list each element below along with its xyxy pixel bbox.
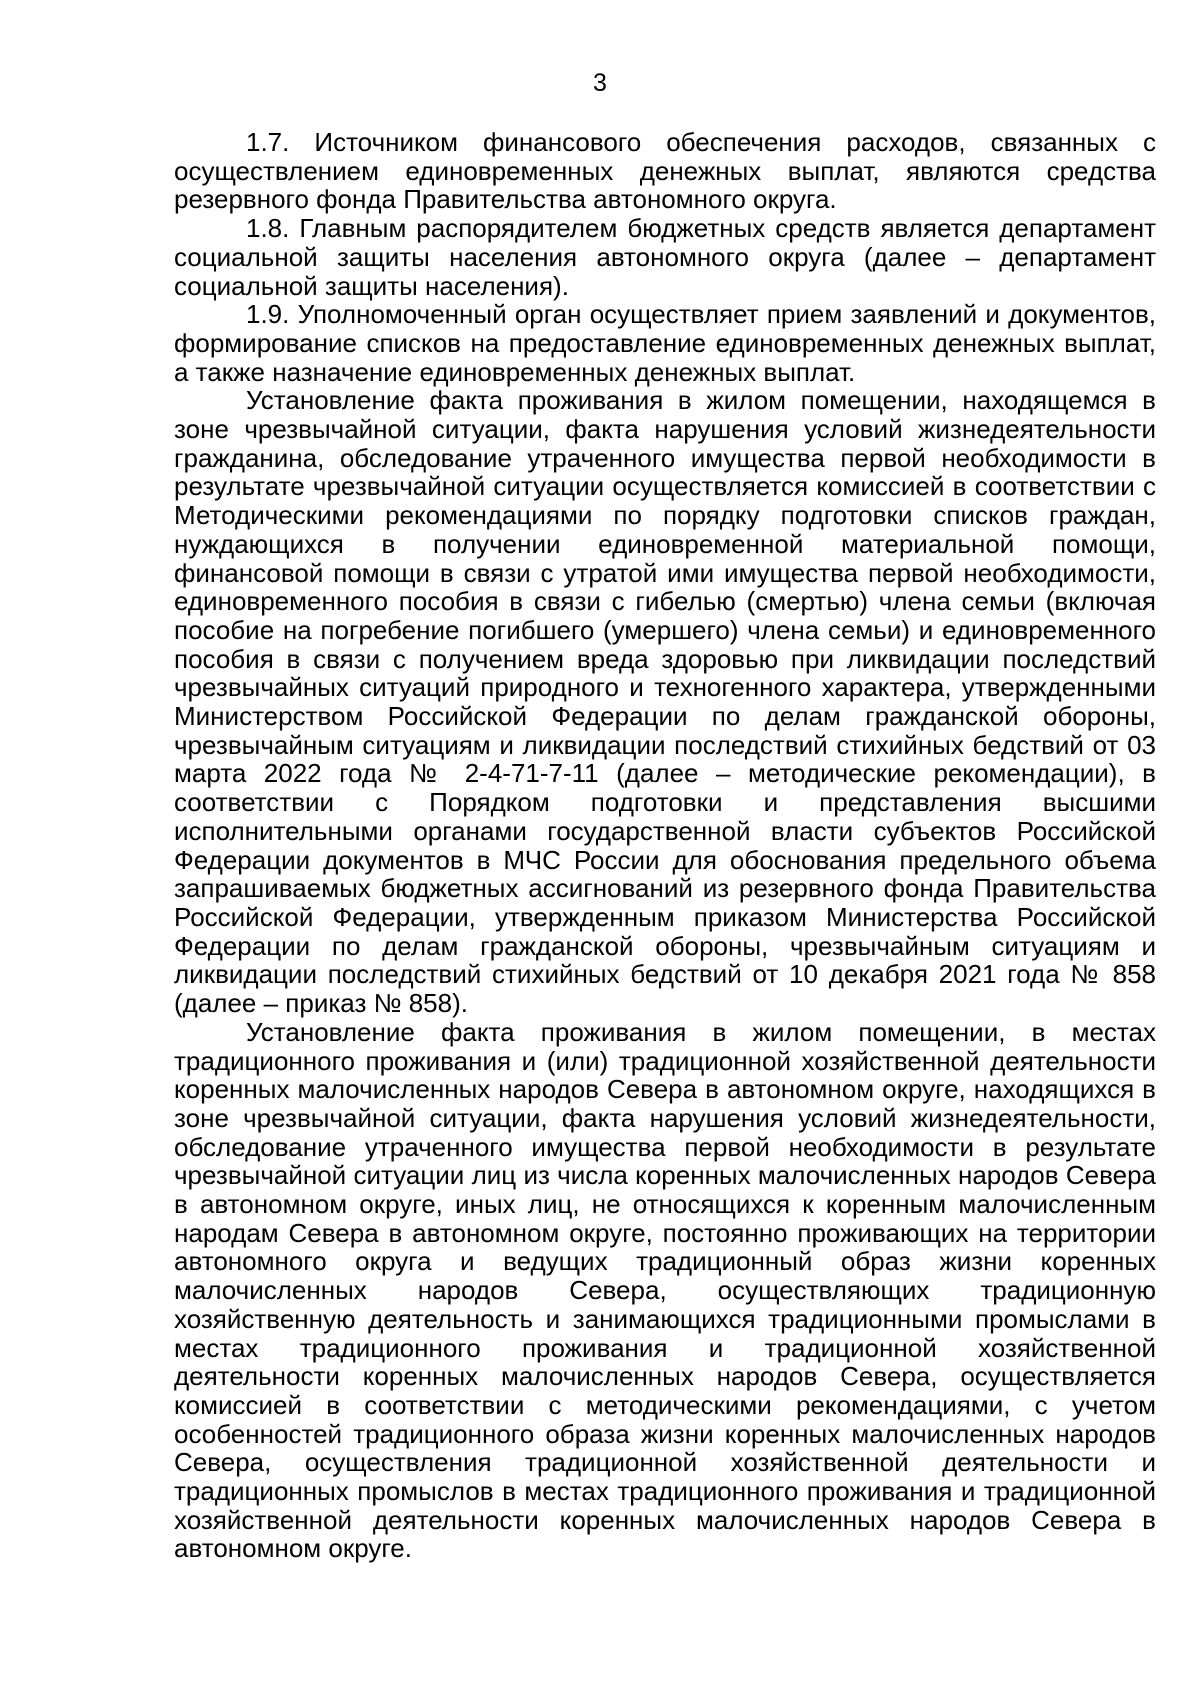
paragraph-1-7-funding-source: 1.7. Источником финансового обеспечения расходов, связанных с осуществлением единовременных денежных выплат, являются средства резервного фонда Правительства автономного округа. <box>174 127 1156 215</box>
paragraph-indigenous-residence-fact: Установление факта проживания в жилом помещении, в местах традиционного проживания и (или) традиционной хозяйственной деятельности коренных малочисленных народов Севера в автономном округе, находящихся в зоне чрезвычайной ситуации, факта нарушения условий жизнедеятельности, обследование утраченного имущества первой необходимости в результате чрезвычайной ситуации лиц из числа коренных малочисленных народов Севера в автономном округе, иных лиц, не относящихся к коренным малочисленным народам Севера в автономном округе, постоянно проживающих на территории автономного округа и ведущих традиционный образ жизни коренных малочисленных народов Севера, осуществляющих традиционную хозяйственную деятельность и занимающихся традиционными промыслами в местах традиционного проживания и традиционной хозяйственной деятельности коренных малочисленных народов Севера, осуществляется комиссией в соответствии с методическими рекомендациями, с учетом особенностей традиционного образа жизни коренных малочисленных народов Севера, осуществления традиционной хозяйственной деятельности и традиционных промыслов в местах традиционного проживания и традиционной хозяйственной деятельности коренных малочисленных народов Севера в автономном округе. <box>174 1016 1156 1564</box>
paragraph-1-9-authorized-body: 1.9. Уполномоченный орган осуществляет прием заявлений и документов, формирование списков на предоставление единовременных денежных выплат, а также назначение единовременных денежных выплат. <box>174 299 1156 387</box>
paragraph-residence-fact-establishment: Установление факта проживания в жилом помещении, находящемся в зоне чрезвычайной ситуации, факта нарушения условий жизнедеятельности гражданина, обследование утраченного имущества первой необходимости в результате чрезвычайной ситуации осуществляется комиссией в соответствии с Методическими рекомендациями по порядку подготовки списков граждан, нуждающихся в получении единовременной материальной помощи, финансовой помощи в связи с утратой ими имущества первой необходимости, единовременного пособия в связи с гибелью (смертью) члена семьи (включая пособие на погребение погибшего (умершего) члена семьи) и единовременного пособия в связи с получением вреда здоровью при ликвидации последствий чрезвычайных ситуаций природного и техногенного характера, утвержденными Министерством Российской Федерации по делам гражданской обороны, чрезвычайным ситуациям и ликвидации последствий стихийных бедствий от 03 марта 2022 года № 2-4-71-7-11 (далее – методические рекомендации), в соответствии с Порядком подготовки и представления высшими исполнительными органами государственной власти субъектов Российской Федерации документов в МЧС России для обоснования предельного объема запрашиваемых бюджетных ассигнований из резервного фонда Правительства Российской Федерации, утвержденным приказом Министерства Российской Федерации по делам гражданской обороны, чрезвычайным ситуациям и ликвидации последствий стихийных бедствий от 10 декабря 2021 года № 858 (далее – приказ № 858). <box>174 385 1156 1019</box>
paragraph-1-8-budget-manager: 1.8. Главным распорядителем бюджетных средств является департамент социальной защиты населения автономного округа (далее – департамент социальной защиты населения). <box>174 213 1156 301</box>
page-number: 3 <box>593 69 607 97</box>
document-body <box>174 128 1156 1563</box>
